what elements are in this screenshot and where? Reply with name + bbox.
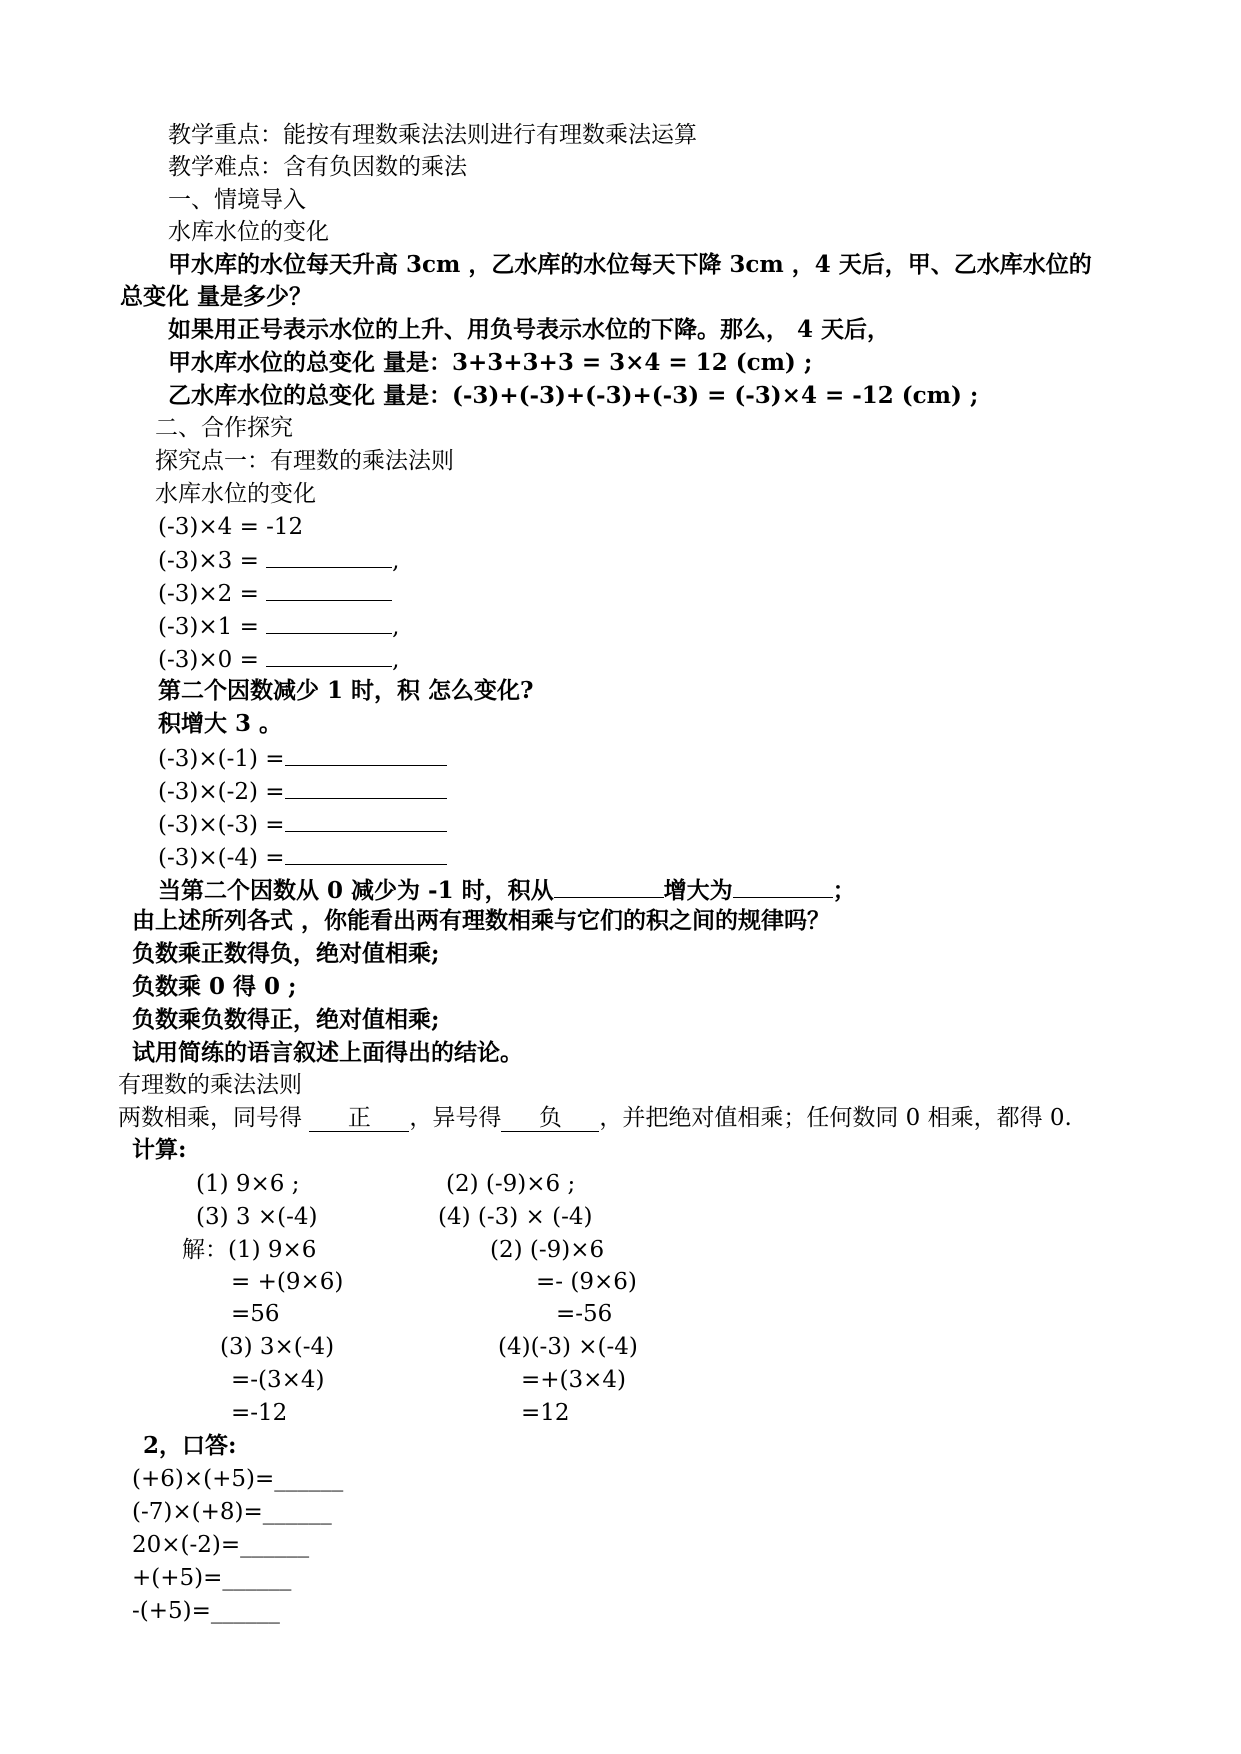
solution-1b: = +(9×6): [231, 1269, 344, 1295]
calc-heading: 计算:: [132, 1136, 187, 1163]
solution-3b: =-(3×4): [231, 1367, 325, 1393]
teaching-key-point: 教学重点：能按有理数乘法法则进行有理数乘法运算: [168, 122, 697, 148]
rule-line: 负数乘负数得正，绝对值相乘;: [132, 1006, 440, 1033]
law-fill-diff-sign: 负: [501, 1105, 599, 1132]
solution-4a: (4)(-3) ×(-4): [498, 1334, 638, 1360]
explore-point: 探究点一：有理数的乘法法则: [155, 448, 454, 474]
exercise-row: (-3)×(-4) =: [158, 842, 447, 872]
exercise-row: (-3)×1 = ,: [158, 611, 399, 641]
oral-item: -(+5)=______: [132, 1598, 280, 1624]
oral-item: (-7)×(+8)=______: [132, 1499, 332, 1525]
explore-topic: 水库水位的变化: [155, 481, 316, 507]
oral-item: +(+5)=______: [132, 1565, 292, 1591]
oral-heading: 2，口答:: [143, 1432, 237, 1459]
solution-2c: =-56: [556, 1301, 613, 1327]
solution-2b: =- (9×6): [536, 1269, 637, 1295]
solution-1a: 解：(1) 9×6: [182, 1237, 317, 1263]
exercise-row: (-3)×3 = ,: [158, 545, 399, 575]
solution-2a: (2) (-9)×6: [490, 1237, 605, 1263]
calc-question: (1) 9×6 ;: [196, 1171, 300, 1197]
rule-question: 由上述所列各式 ，你能看出两有理数相乘与它们的积之间的规律吗？: [132, 907, 831, 934]
intro-problem-line1: 甲水库的水位每天升高 3cm ，乙水库的水位每天下降 3cm ，4 天后，甲、乙水库水位的: [168, 251, 1092, 278]
intro-calc-a: 甲水库水位的总变化 量是：3+3+3+3 = 3×4 = 12 (cm) ;: [168, 349, 813, 376]
intro-hint: 如果用正号表示水位的上升、用负号表示水位的下降。那么， 4 天后，: [168, 316, 891, 343]
rule-line: 负数乘正数得负，绝对值相乘;: [132, 940, 440, 967]
law-title: 有理数的乘法法则: [118, 1072, 302, 1098]
rule-line: 试用简练的语言叙述上面得出的结论。: [132, 1039, 523, 1066]
law-statement: 两数相乘，同号得 正 ，异号得 负 ，并把绝对值相乘；任何数同 0 相乘，都得 0.: [118, 1105, 1072, 1131]
intro-calc-b: 乙水库水位的总变化 量是：(-3)+(-3)+(-3)+(-3) = (-3)×4 = -12 (cm) ;: [168, 382, 979, 409]
teaching-difficulty: 教学难点：含有负因数的乘法: [168, 154, 467, 180]
solution-1c: =56: [231, 1301, 280, 1327]
exercise-row: (-3)×0 = ,: [158, 644, 399, 674]
exercise-row: (-3)×(-1) =: [158, 743, 447, 773]
calc-question: (4) (-3) × (-4): [438, 1204, 593, 1230]
rule-line: 负数乘 0 得 0 ;: [132, 973, 297, 1000]
explore-when-line: 当第二个因数从 0 减少为 -1 时，积从 增大为 ；: [158, 877, 856, 904]
exercise-row: (-3)×(-3) =: [158, 809, 447, 839]
calc-question: (2) (-9)×6 ;: [446, 1171, 576, 1197]
oral-item: (+6)×(+5)=______: [132, 1466, 344, 1492]
section-heading-intro: 一、情境导入: [168, 187, 306, 213]
calc-question: (3) 3 ×(-4): [196, 1204, 318, 1230]
law-fill-same-sign: 正: [309, 1105, 409, 1132]
oral-item: 20×(-2)=______: [132, 1532, 310, 1558]
intro-topic: 水库水位的变化: [168, 219, 329, 245]
explore-given: (-3)×4 = -12: [158, 514, 304, 540]
section-heading-explore: 二、合作探究: [155, 415, 293, 441]
solution-3c: =-12: [231, 1400, 288, 1426]
explore-answer: 积增大 3 。: [158, 710, 283, 737]
exercise-row: (-3)×(-2) =: [158, 776, 447, 806]
solution-3a: (3) 3×(-4): [220, 1334, 335, 1360]
solution-4c: =12: [521, 1400, 570, 1426]
solution-4b: =+(3×4): [521, 1367, 627, 1393]
exercise-row: (-3)×2 =: [158, 578, 392, 608]
intro-problem-line2: 总变化 量是多少？: [120, 283, 313, 310]
explore-question: 第二个因数减少 1 时，积 怎么变化?: [158, 677, 534, 704]
